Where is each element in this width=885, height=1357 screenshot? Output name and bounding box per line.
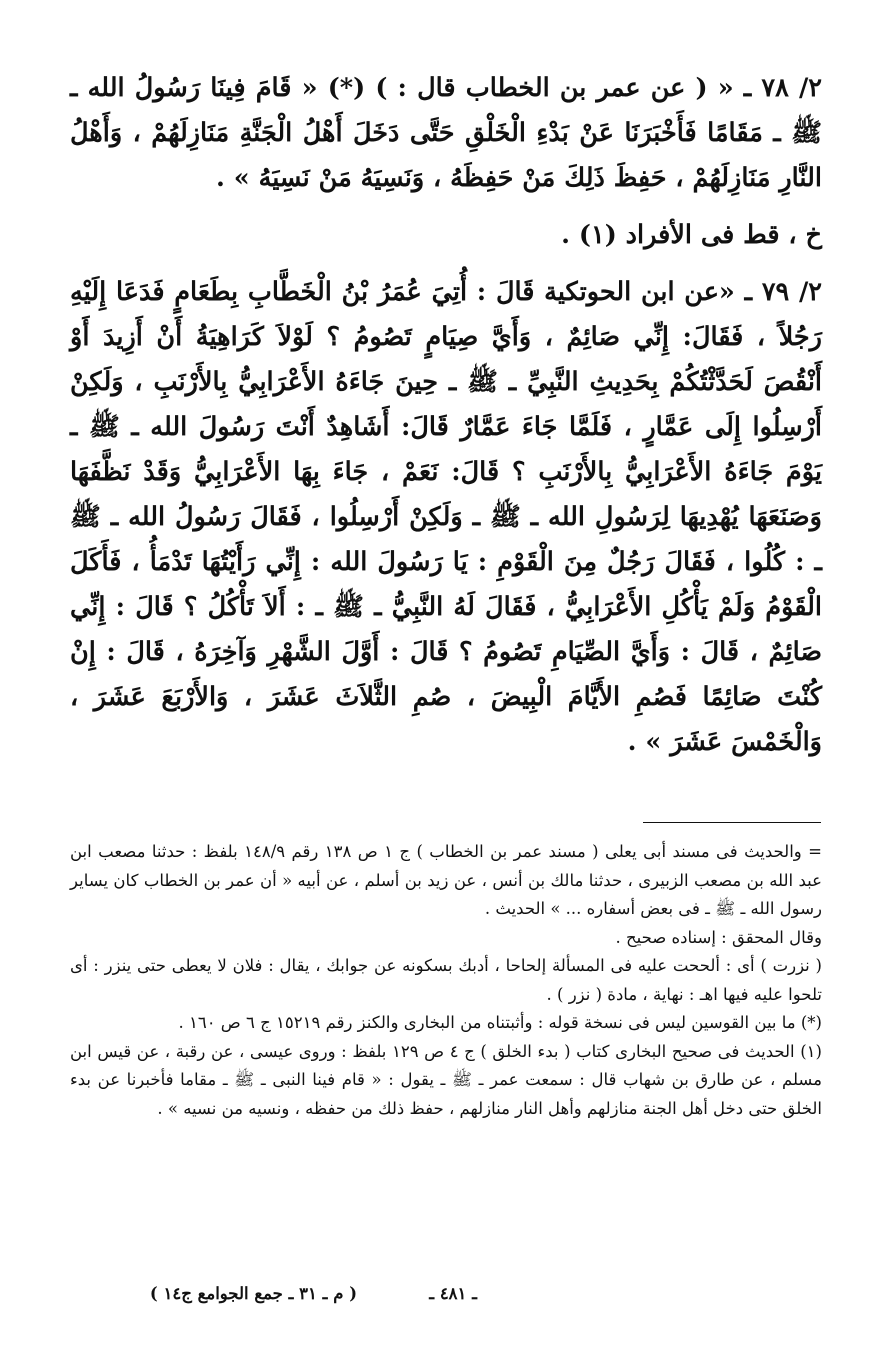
hadith-79-text: «عن ابن الحوتكية قَالَ : أُتِيَ عُمَرُ بْنُ الْخَطَّابِ بِطَعَامٍ فَدَعَا إِلَيْهِ رَجُلاً ، فَقَالَ: إِنِّي صَائِمٌ ، وَأَيَّ صِيَامٍ تَصُومُ ؟ لَوْلاَ كَرَاهِيَةُ أَنْ أَزِيدَ أَوْ أَنْقُصَ لَحَدَّثْتُكُمْ بِحَدِيثِ النَّبِيِّ ـ ﷺ ـ حِينَ جَاءَهُ الأَعْرَابِيُّ بِالأَرْنَبِ ، وَلَكِنْ أَرْسِلُوا إِلَى عَمَّارٍ ، فَلَمَّا جَاءَ عَمَّارٌ قَالَ: أَشَاهِدٌ أَنْتَ رَسُولَ الله ـ ﷺ ـ يَوْمَ جَاءَهُ الأَعْرَابِيُّ بِالأَرْنَبِ ؟ قَالَ: نَعَمْ ، جَاءَ بِهَا الأَعْرَابِيُّ وَقَدْ نَظَّفَهَا وَصَنَعَهَا يُهْدِيهَا لِرَسُولِ الله ـ ﷺ ـ وَلَكِنْ أَرْسِلُوا ، فَقَالَ رَسُولُ الله ـ ﷺ ـ : كُلُوا ، فَقَالَ رَجُلٌ مِنَ الْقَوْمِ : يَا رَسُولَ الله : إِنِّي رَأَيْتُهَا تَدْمَأُ ، فَأَكَلَ الْقَوْمُ وَلَمْ يَأْكُلِ الأَعْرَابِيُّ ، فَقَالَ لَهُ النَّبِيُّ ـ ﷺ ـ : أَلاَ تَأْكُلُ ؟ قَالَ : إِنِّي صَائِمٌ ، قَالَ : وَأَيَّ الصِّيَامِ تَصُومُ ؟ قَالَ : أَوَّلَ الشَّهْرِ وَآخِرَهُ ، قَالَ : إِنْ كُنْتَ صَائِمًا فَصُمِ الأَيَّامَ الْبِيضَ ، صُمِ الثَّلاَثَ عَشَرَ ، وَالأَرْبَعَ عَشَرَ ، وَالْخَمْسَ عَشَرَ » . — [70, 277, 822, 757]
footnote-investigator: وقال المحقق : إسناده صحيح . — [615, 927, 822, 947]
footnote-continuation: = والحديث فى مسند أبى يعلى ( مسند عمر بن الخطاب ) ج ١ ص ١٣٨ رقم ١٤٨/٩ بلفظ : حدثنا مصعب ابن عبد الله بن مصعب الزبيرى ، حدثنا مالك بن أنس ، عن زيد بن أسلم ، عن أبيه « أن عمر بن الخطاب كان يساير رسول الله ـ ﷺ ـ فى بعض أسفاره ... » الحديث . — [70, 842, 822, 918]
volume-signature: ( م ـ ٣١ ـ جمع الجوامع ج١٤ ) — [149, 1284, 357, 1303]
hadith-79-reference: ٢/ ٧٩ ـ — [744, 277, 822, 307]
footnote-separator — [643, 822, 821, 823]
footnotes — [70, 838, 822, 1123]
hadith-78-source: خ ، قط فى الأفراد (١) . — [561, 220, 822, 250]
main-text-body — [70, 66, 822, 765]
hadith-78 — [70, 66, 822, 201]
hadith-79 — [70, 270, 822, 765]
footnote-1: (١) الحديث فى صحيح البخارى كتاب ( بدء الخلق ) ج ٤ ص ١٢٩ بلفظ : وروى عيسى ، عن رقبة ، عن قيس ابن مسلم ، عن طارق بن شهاب قال : سمعت عمر ـ ﷺ ـ يقول : « قام فينا النبى ـ ﷺ ـ مقاما فأخبرنا عن بدء الخلق حتى دخل أهل الجنة منازلهم وأهل النار منازلهم ، حفظ ذلك من حفظه ، ونسيه من نسيه » . — [70, 1041, 822, 1118]
page-number: ـ ٤٨١ ـ — [429, 1284, 477, 1303]
hadith-78-reference: ٢/ ٧٨ ـ « — [717, 73, 822, 103]
footnote-nazart: ( نزرت ) أى : ألححت عليه فى المسألة إلحاحا ، أدبك بسكونه عن جوابك ، يقال : فلان لا يعطى حتى ينزر : أى تلحوا عليه فيها اهـ : نهاية ، مادة ( نزر ) . — [70, 956, 822, 1004]
footnote-asterisk: (*) ما بين القوسين ليس فى نسخة قوله : وأثبتناه من البخارى والكنز رقم ١٥٢١٩ ج ٦ ص ١٦٠ . — [178, 1013, 822, 1032]
page-footer — [70, 1284, 822, 1314]
hadith-78-text: ( عن عمر بن الخطاب قال : ) (*) « قَامَ فِينَا رَسُولُ الله ـ ﷺ ـ مَقَامًا فَأَخْبَرَنَا عَنْ بَدْءِ الْخَلْقِ حَتَّى دَخَلَ أَهْلُ الْجَنَّةِ مَنَازِلَهُمْ ، وَأَهْلُ النَّارِ مَنَازِلَهُمْ ، حَفِظَ ذَلِكَ مَنْ حَفِظَهُ ، وَنَسِيَهُ مَنْ نَسِيَهُ » . — [70, 73, 822, 193]
